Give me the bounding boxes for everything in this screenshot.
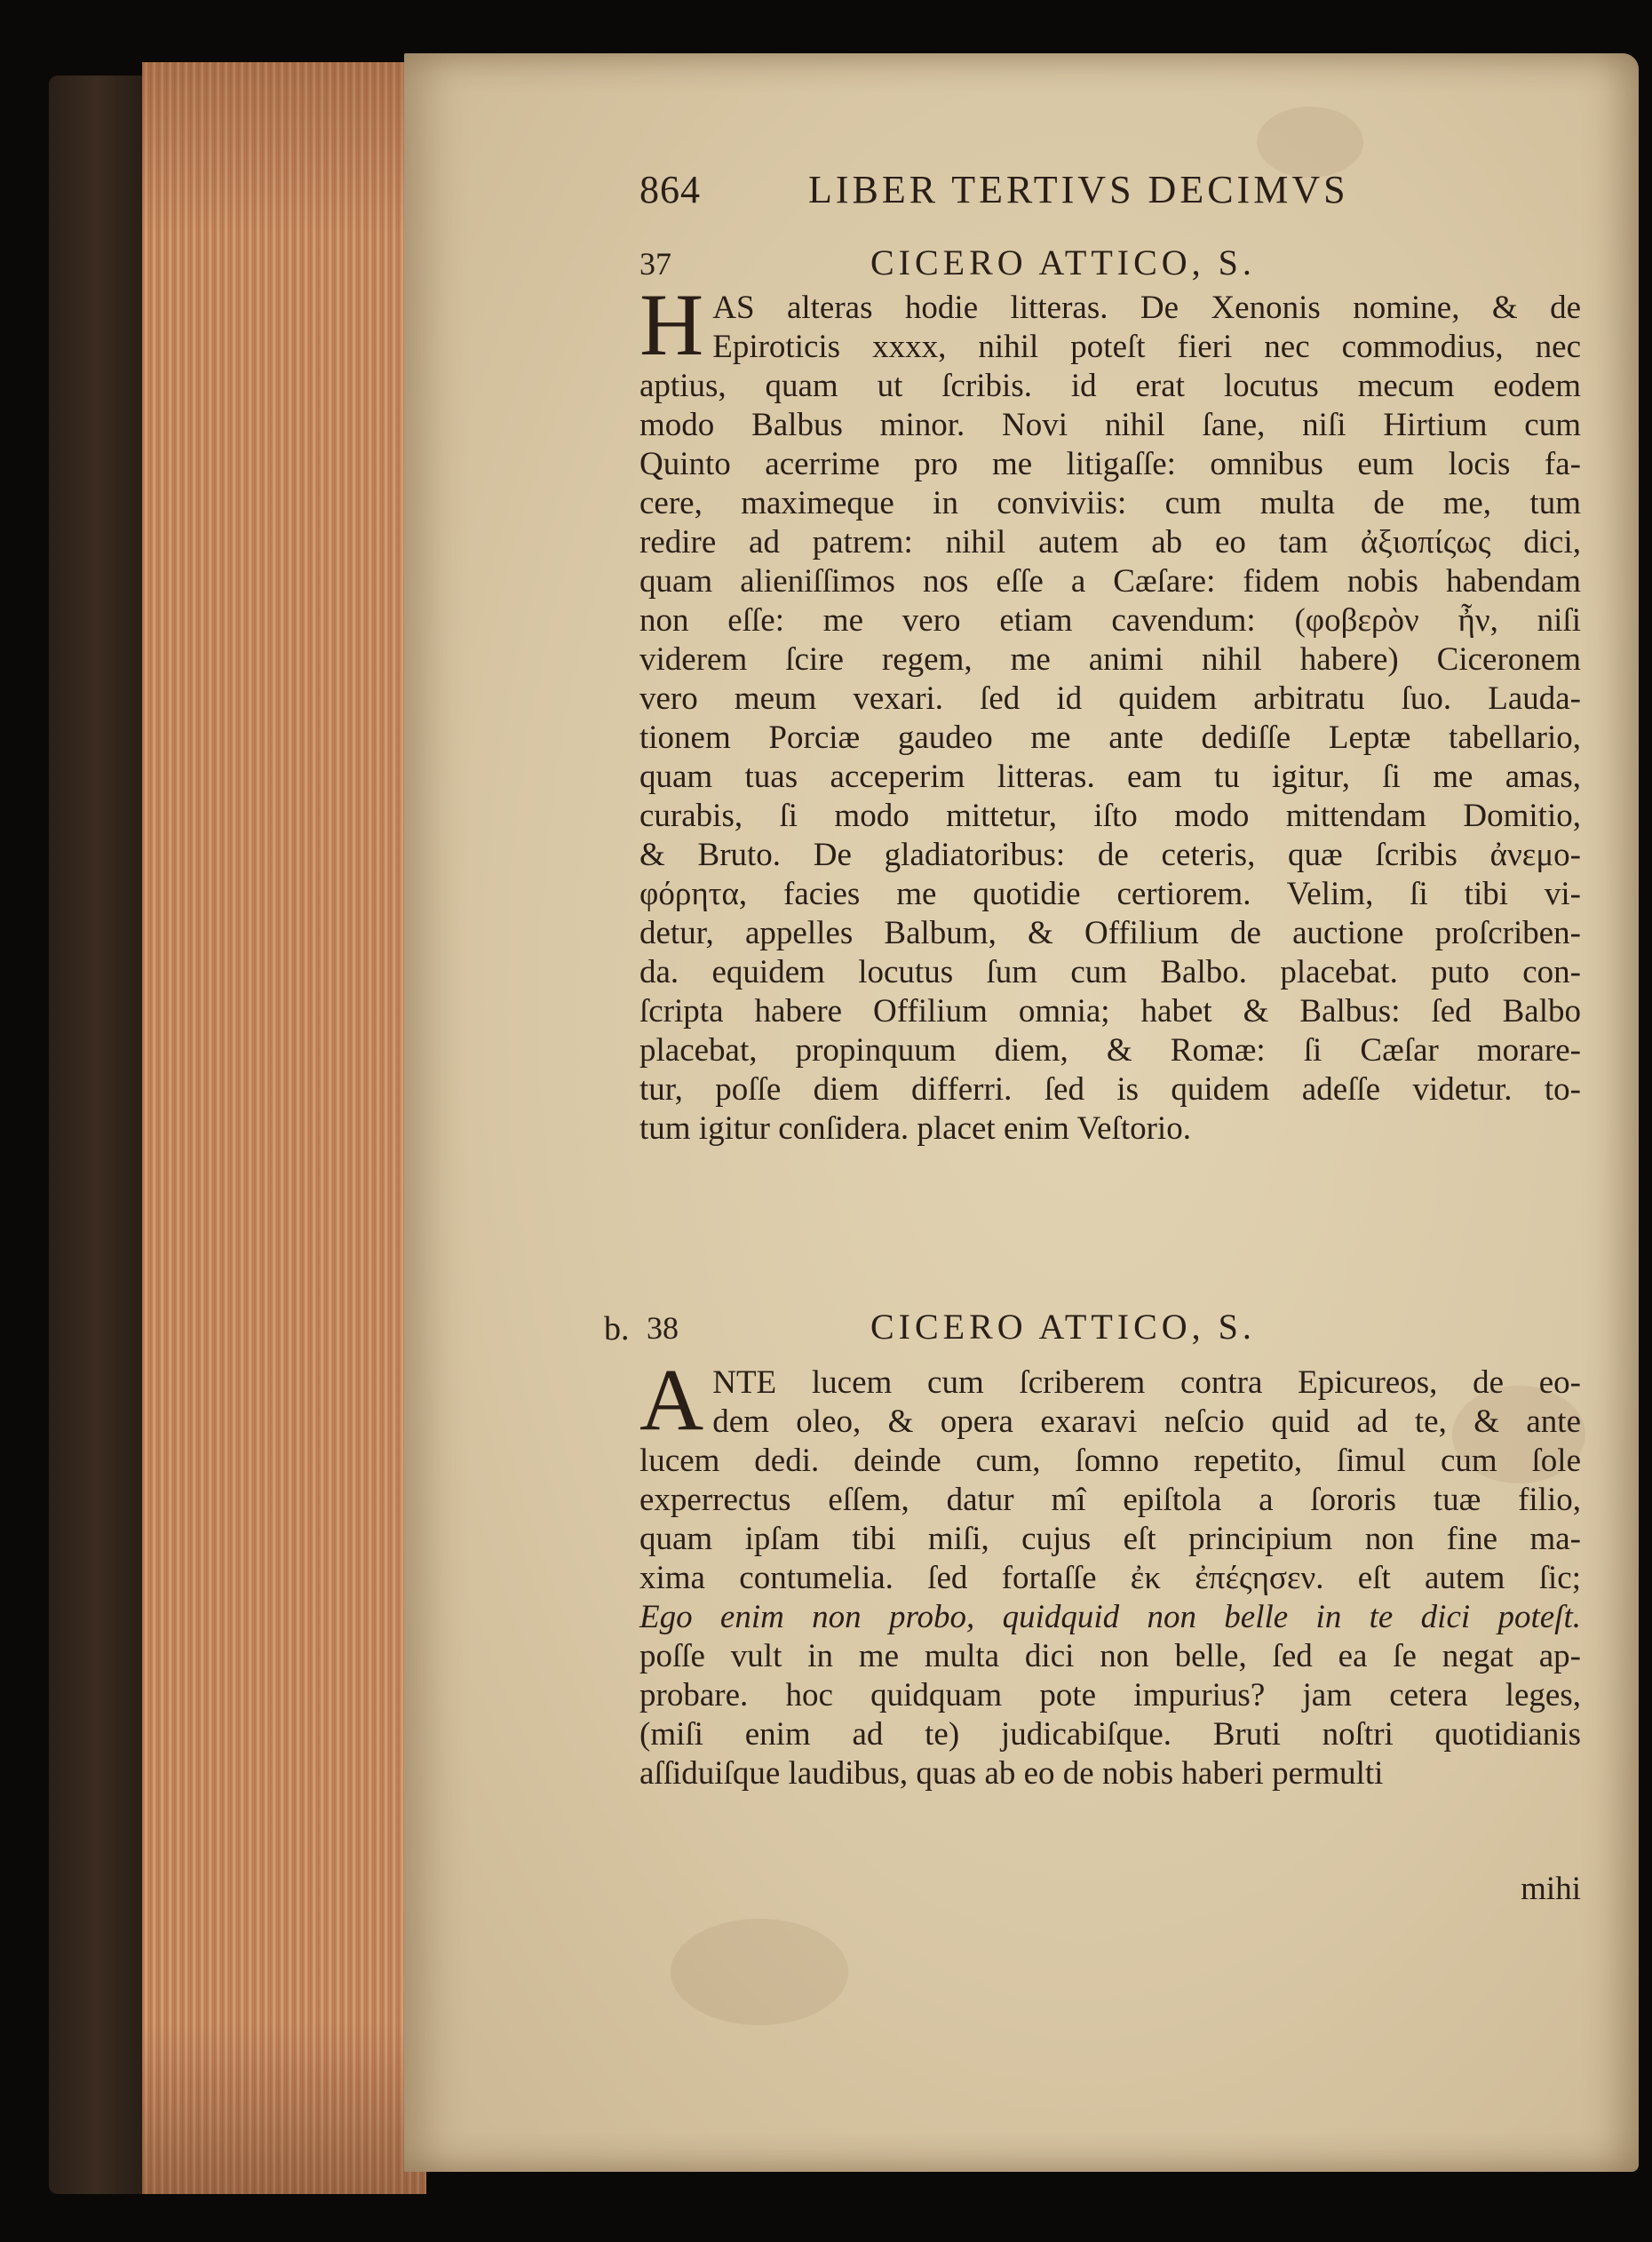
text-line: tionem Porciæ gaudeo me ante dediſſe Leptæ tabellario, bbox=[639, 720, 1581, 756]
text-line: aptius, quam ut ſcribis. id erat locutus mecum eodem bbox=[639, 368, 1581, 404]
text-line: cere, maximeque in conviviis: cum multa de me, tum bbox=[639, 485, 1581, 521]
text-line: experrectus eſſem, datur mî epiſtola a ſororis tuæ filio, bbox=[639, 1482, 1581, 1518]
text-line: Ego enim non probo, quidquid non belle in te dici poteſt. bbox=[639, 1599, 1581, 1635]
text-line: NTE lucem cum ſcriberem contra Epicureos, de eo- bbox=[712, 1364, 1581, 1401]
text-line: AS alteras hodie litteras. De Xenonis nomine, & de bbox=[712, 290, 1581, 326]
letter-37-title: CICERO ATTICO, S. bbox=[870, 242, 1256, 282]
text-line: placebat, propinquum diem, & Romæ: ſi Cæſar morare- bbox=[639, 1032, 1581, 1069]
text-line: Epiroticis xxxx, nihil poteſt fieri nec commodius, nec bbox=[712, 329, 1581, 365]
catchword: mihi bbox=[1521, 1871, 1581, 1907]
letter-38-title: CICERO ATTICO, S. bbox=[870, 1307, 1256, 1347]
text-line: lucem dedi. deinde cum, ſomno repetito, ſimul cum ſole bbox=[639, 1443, 1581, 1479]
letter-37-heading bbox=[639, 242, 1581, 286]
letter-38-drop-cap: A bbox=[639, 1350, 704, 1449]
text-line: quam tuas acceperim litteras. eam tu igitur, ſi me amas, bbox=[639, 759, 1581, 795]
text-line: φόρητα, facies me quotidie certiorem. Velim, ſi tibi vi- bbox=[639, 876, 1581, 912]
letter-37-drop-cap: H bbox=[639, 275, 704, 374]
text-line: modo Balbus minor. Novi nihil ſane, niſi Hirtium cum bbox=[639, 407, 1581, 443]
letter-37-body bbox=[639, 275, 1581, 1149]
text-line: (miſi enim ad te) judicabiſque. Bruti noſtri quotidianis bbox=[639, 1716, 1581, 1753]
page-edges bbox=[142, 62, 426, 2194]
letter-38-body bbox=[639, 1350, 1581, 1793]
text-line: viderem ſcire regem, me animi nihil habere) Ciceronem bbox=[639, 641, 1581, 678]
text-line: & Bruto. De gladiatoribus: de ceteris, quæ ſcribis ἀνεμο- bbox=[639, 837, 1581, 873]
text-line: ſcripta habere Offilium omnia; habet & Balbus: ſed Balbo bbox=[639, 993, 1581, 1030]
text-line: quam alieniſſimos nos eſſe a Cæſare: fidem nobis habendam bbox=[639, 563, 1581, 600]
text-line: detur, appelles Balbum, & Offilium de auctione proſcriben- bbox=[639, 915, 1581, 951]
text-line: dem oleo, & opera exaravi neſcio quid ad te, & ante bbox=[712, 1403, 1581, 1440]
letter-38-heading bbox=[604, 1306, 1581, 1350]
running-head bbox=[639, 160, 1528, 222]
text-line: Quinto acerrime pro me litigaſſe: omnibus eum locis fa- bbox=[639, 446, 1581, 482]
page-number: 864 bbox=[639, 168, 701, 211]
letter-37-number: 37 bbox=[639, 246, 671, 282]
text-line: non eſſe: me vero etiam cavendum: (φοβερὸν ἦν, niſi bbox=[639, 602, 1581, 639]
text-line: aſſiduiſque laudibus, quas ab eo de nobis haberi permulti bbox=[639, 1755, 1384, 1792]
letter-38-number: 38 bbox=[647, 1310, 679, 1346]
text-line: da. equidem locutus ſum cum Balbo. placebat. puto con- bbox=[639, 954, 1581, 990]
text-line: tur, poſſe diem differri. ſed is quidem adeſſe videtur. to- bbox=[639, 1071, 1581, 1108]
text-line: quam ipſam tibi miſi, cujus eſt principium non fine ma- bbox=[639, 1521, 1581, 1557]
text-line: vero meum vexari. ſed id quidem arbitratu ſuo. Lauda- bbox=[639, 680, 1581, 717]
text-line: redire ad patrem: nihil autem ab eo tam ἀξιοπίςως dici, bbox=[639, 524, 1581, 560]
text-line: xima contumelia. ſed fortaſſe ἐκ ἐπέςησεν. eſt autem ſic; bbox=[639, 1560, 1581, 1596]
running-title: LIBER TERTIVS DECIMVS bbox=[808, 168, 1349, 211]
text-line: poſſe vult in me multa dici non belle, ſed ea ſe negat ap- bbox=[639, 1638, 1581, 1674]
text-line: probare. hoc quidquam pote impurius? jam cetera leges, bbox=[639, 1677, 1581, 1713]
catchword-line bbox=[639, 1870, 1581, 1909]
margin-mark: b. bbox=[604, 1310, 630, 1348]
text-line: tum igitur conſidera. placet enim Veſtorio. bbox=[639, 1110, 1191, 1147]
text-line: curabis, ſi modo mittetur, iſto modo mittendam Domitio, bbox=[639, 798, 1581, 834]
